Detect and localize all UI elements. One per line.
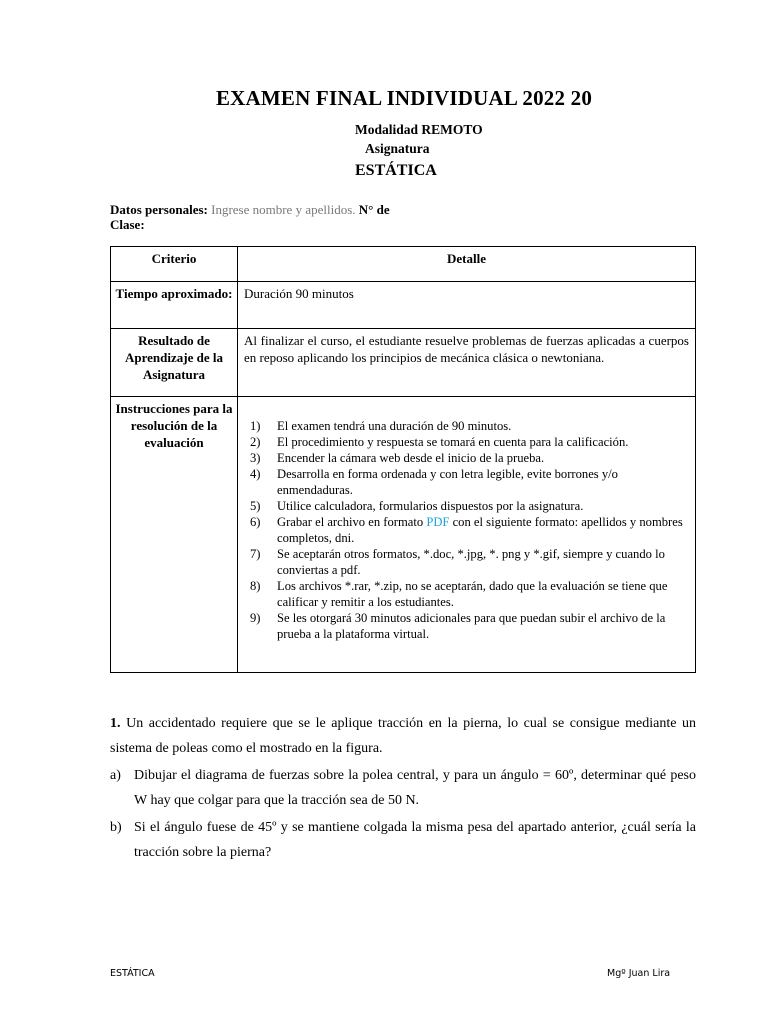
list-item <box>244 546 689 578</box>
table-row <box>111 329 696 397</box>
subject-name: ESTÁTICA <box>355 162 437 179</box>
criterion-header: Criterio <box>111 247 238 282</box>
item-text: Desarrolla en forma ordenada y con letra legible, evite borrones y/o enmendaduras. <box>277 467 618 497</box>
list-item <box>244 578 689 610</box>
item-number: 5) <box>250 499 261 513</box>
item-number: 1) <box>250 419 261 433</box>
subject-label: Asignatura <box>365 141 430 156</box>
item-marker: a) <box>110 768 121 783</box>
item-text: El examen tendrá una duración de 90 minutos. <box>277 419 512 433</box>
result-detail: Al finalizar el curso, el estudiante resuelve problemas de fuerzas aplicadas a cuerpos en reposo aplicando los principios de mecánica clásica o newtoniana. <box>238 329 696 397</box>
item-text: Se les otorgará 30 minutos adicionales para que puedan subir el archivo de la prueba a la plataforma virtual. <box>277 611 666 641</box>
table-row <box>111 397 696 673</box>
personal-data-section <box>110 202 430 232</box>
instructions-list <box>244 418 689 642</box>
item-number: 9) <box>250 611 261 625</box>
time-label: Tiempo aproximado: <box>111 282 238 329</box>
time-detail: Duración 90 minutos <box>238 282 696 329</box>
list-item <box>244 514 689 546</box>
footer-right: Mgº Juan Lira <box>607 968 671 979</box>
item-number: 7) <box>250 547 261 561</box>
list-item <box>244 434 689 450</box>
item-text: Encender la cámara web desde el inicio de la prueba. <box>277 451 545 465</box>
list-item <box>244 450 689 466</box>
question-text: Un accidentado requiere que se le aplique tracción en la pierna, lo cual se consigue mediante un sistema de poleas como el mostrado en la figura. <box>110 716 697 756</box>
detail-header: Detalle <box>238 247 696 282</box>
item-text: Si el ángulo fuese de 45º y se mantiene colgada la misma pesa del apartado anterior, ¿cuál sería la tracción sobre la pierna? <box>134 820 696 860</box>
pdf-link[interactable]: PDF <box>426 515 450 529</box>
list-item <box>244 418 689 434</box>
item-text: El procedimiento y respuesta se tomará en cuenta para la calificación. <box>277 435 629 449</box>
item-text: con el siguiente formato: apellidos y nombres completos, dni. <box>277 515 683 545</box>
item-number: 8) <box>250 579 261 593</box>
list-item <box>244 610 689 642</box>
item-number: 2) <box>250 435 261 449</box>
item-text: Se aceptarán otros formatos, *.doc, *.jpg, *. png y *.gif, siempre y cuando lo conviertas a pdf. <box>277 547 665 577</box>
instructions-detail <box>238 397 696 673</box>
personal-data-label: Datos personales: <box>110 202 208 217</box>
question-intro <box>110 712 696 761</box>
class-number-label: N° de <box>358 202 390 217</box>
exam-title: EXAMEN FINAL INDIVIDUAL 2022 20 <box>215 86 593 110</box>
list-item <box>244 466 689 498</box>
item-text: Dibujar el diagrama de fuerzas sobre la polea central, y para un ángulo = 60º, determinar qué peso W hay que colgar para que la tracción sea de 50 N. <box>134 768 696 808</box>
item-text: Utilice calculadora, formularios dispuestos por la asignatura. <box>277 499 584 513</box>
modality-line: Modalidad REMOTO <box>355 122 483 137</box>
item-number: 6) <box>250 515 261 529</box>
footer-left: ESTÁTICA <box>110 968 155 979</box>
instructions-label: Instrucciones para la resolución de la evaluación <box>111 397 238 673</box>
result-label: Resultado de Aprendizaje de la Asignatura <box>111 329 238 397</box>
item-number: 3) <box>250 451 261 465</box>
item-marker: b) <box>110 820 122 835</box>
item-text: Grabar el archivo en formato <box>277 515 424 529</box>
question-1 <box>110 712 696 868</box>
table-header-row <box>111 247 696 282</box>
item-text: Los archivos *.rar, *.zip, no se aceptarán, dado que la evaluación se tiene que calificar y remitir a los estudiantes. <box>277 579 668 609</box>
question-item-b <box>110 816 696 865</box>
criteria-table <box>110 246 696 673</box>
item-number: 4) <box>250 467 261 481</box>
question-number: 1. <box>110 716 121 731</box>
class-label: Clase: <box>110 217 145 232</box>
table-row <box>111 282 696 329</box>
list-item <box>244 498 689 514</box>
question-item-a <box>110 764 696 813</box>
name-field-placeholder[interactable]: Ingrese nombre y apellidos. <box>211 202 356 217</box>
